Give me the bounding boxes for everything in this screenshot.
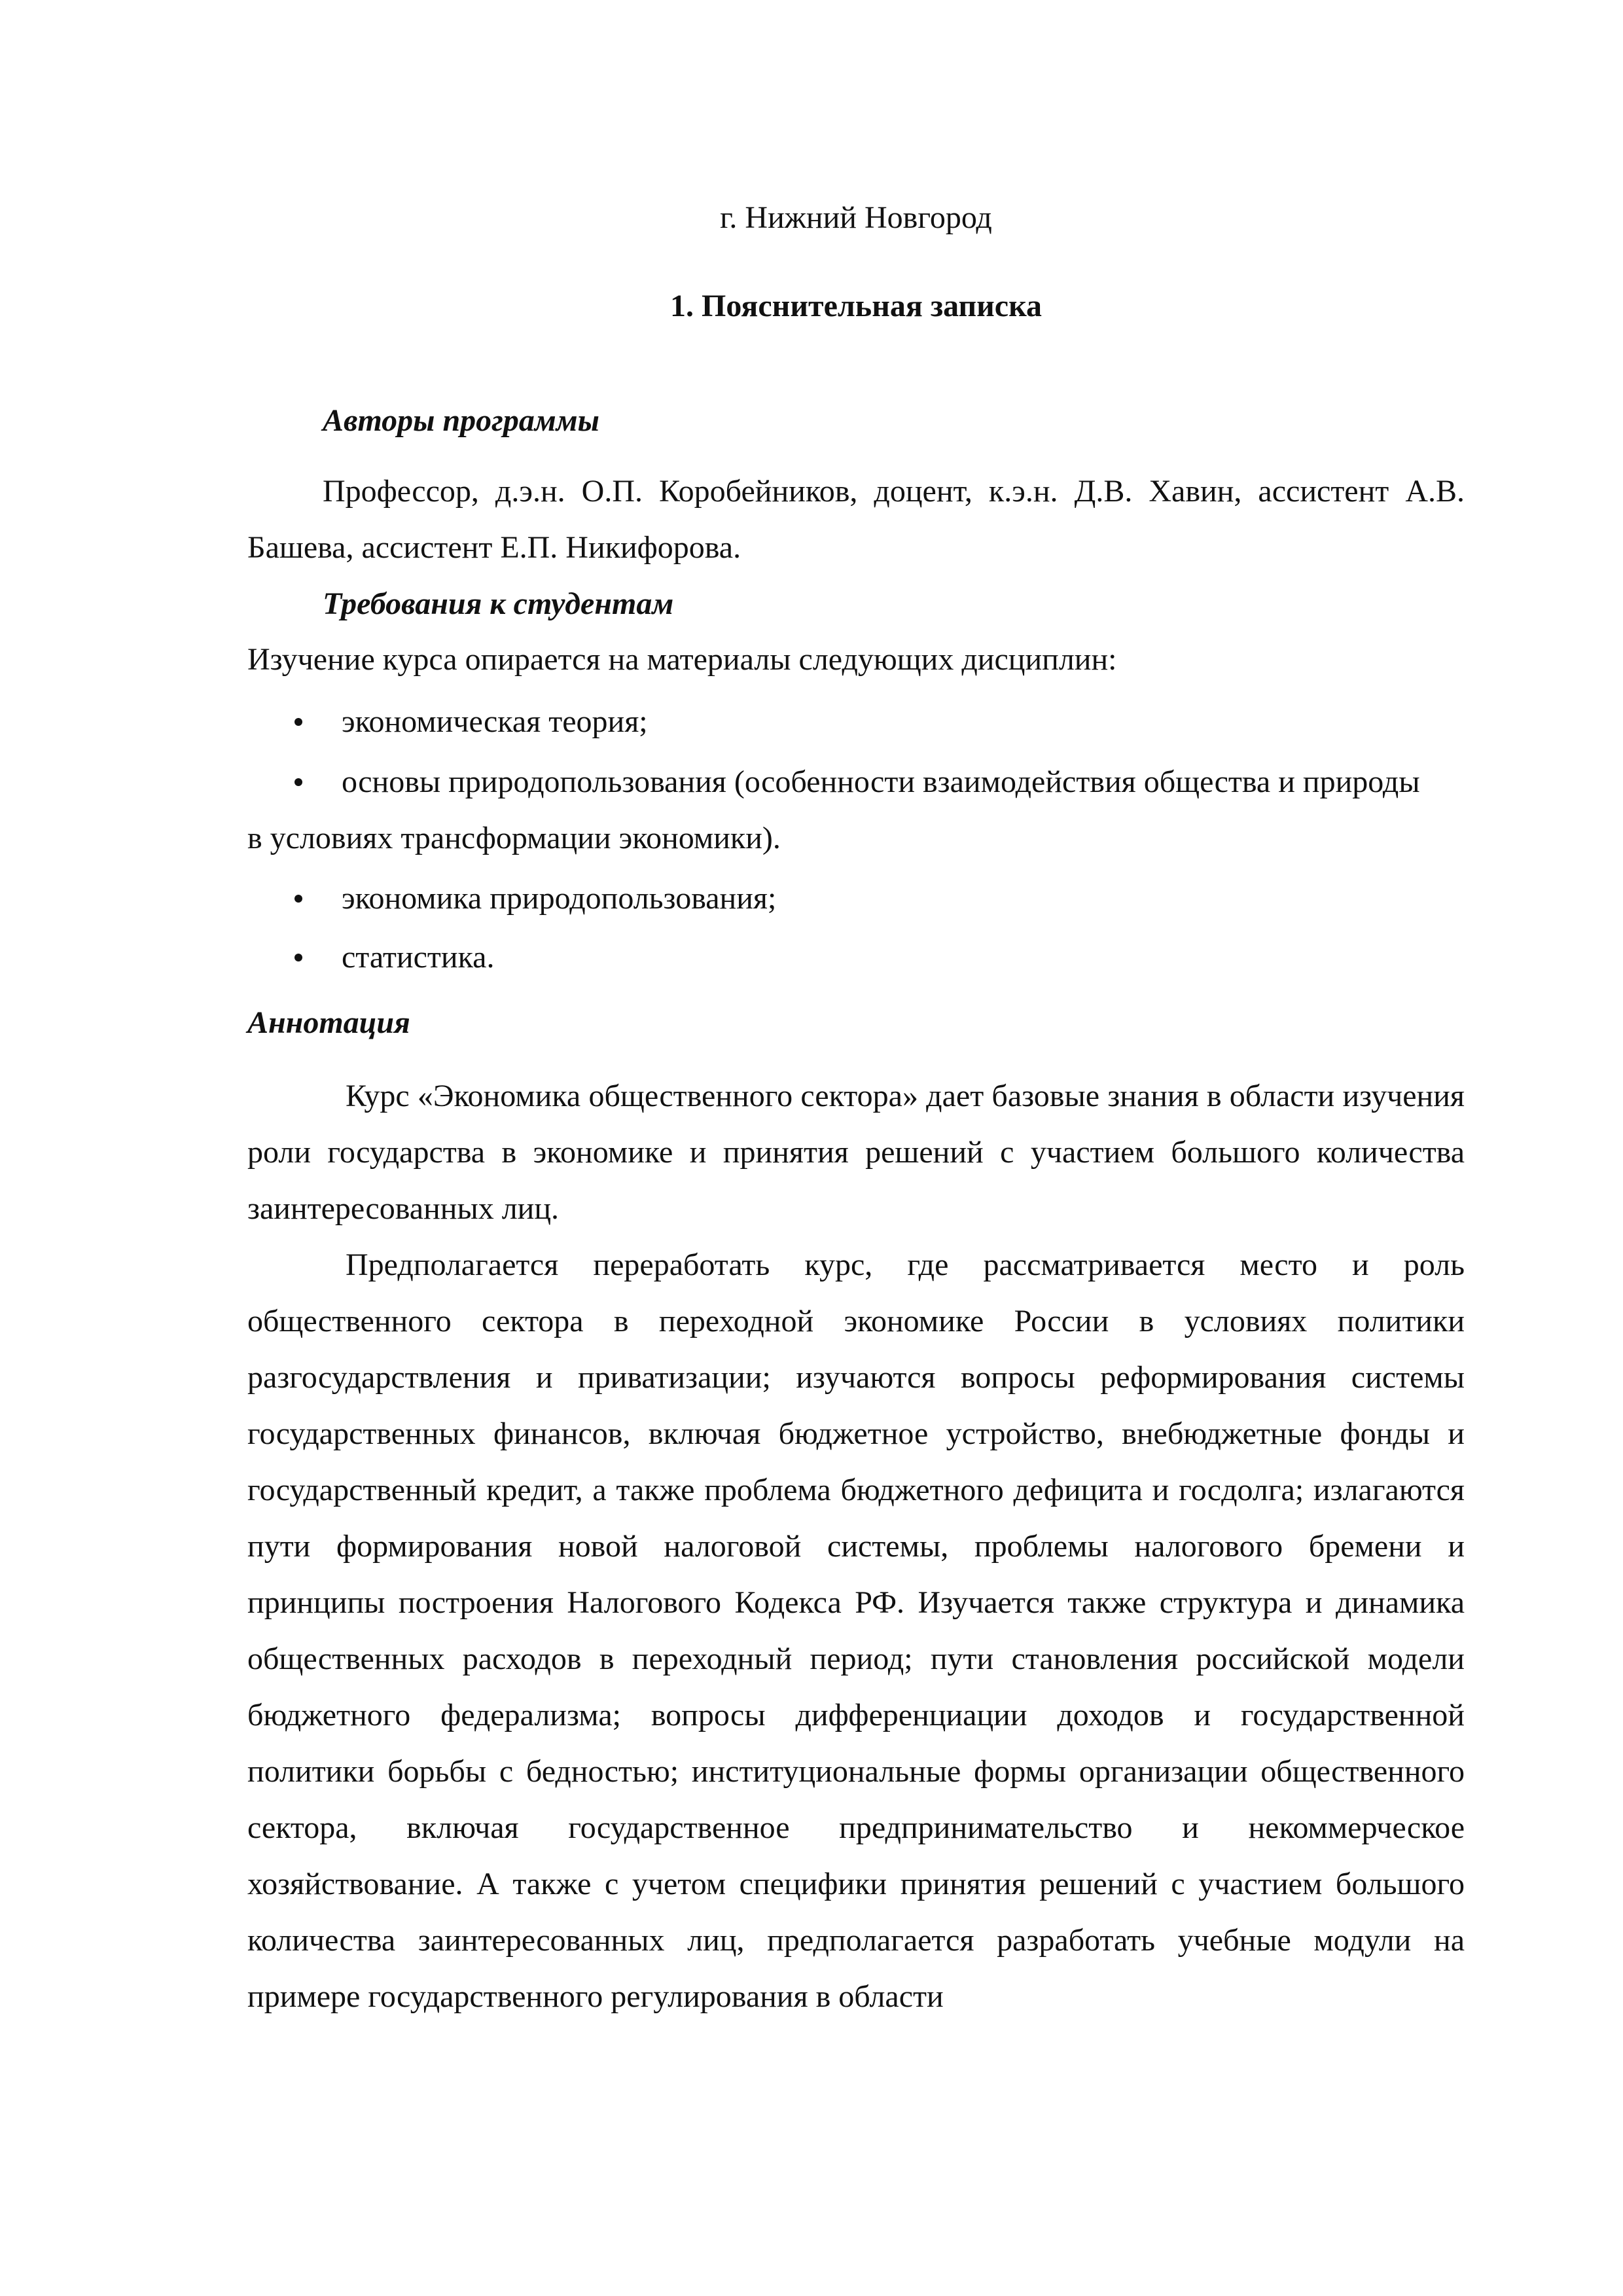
list-item xyxy=(247,870,1465,927)
authors-heading: Авторы программы xyxy=(323,403,599,438)
list-item-text: экономика природопользования; xyxy=(342,881,777,916)
list-item-text: экономическая теория; xyxy=(342,704,648,739)
bullet-icon xyxy=(294,778,302,786)
list-item xyxy=(247,694,1465,750)
list-item-text: основы природопользования (особенности взаимодействия общества и природы xyxy=(342,764,1420,799)
authors-text: Профессор, д.э.н. О.П. Коробейников, доцент, к.э.н. Д.В. Хавин, ассистент А.В. Башева, ассистент Е.П. Никифорова. xyxy=(247,474,1465,565)
annotation-paragraph-1: Курс «Экономика общественного сектора» дает базовые знания в области изучения роли государства в экономике и принятия решений с участием большого количества заинтересованных лиц. xyxy=(247,1079,1465,1226)
requirements-heading: Требования к студентам xyxy=(323,586,674,621)
requirements-intro: Изучение курса опирается на материалы следующих дисциплин: xyxy=(247,642,1117,677)
section-title: 1. Пояснительная записка xyxy=(669,289,1043,323)
bullet-icon xyxy=(294,954,302,961)
annotation-heading: Аннотация xyxy=(247,1005,410,1040)
city-line: г. Нижний Новгород xyxy=(720,200,992,235)
list-item-text: статистика. xyxy=(342,940,495,975)
list-item xyxy=(247,754,1465,810)
bullet-icon xyxy=(294,895,302,903)
list-item-continuation: в условиях трансформации экономики). xyxy=(247,821,781,855)
annotation-paragraph-2: Предполагается переработать курс, где рассматривается место и роль общественного сектора в переходной экономике России в условиях политики разгосударствления и приватизации; изучаются вопросы реформирования системы государственных финансов, включая бюджетное устройство, внебюджетные фонды и государственный кредит, а также проблема бюджетного дефицита и госдолга; излагаются пути формирования новой налоговой системы, проблемы налогового бремени и принципы построения Налогового Кодекса РФ. Изучается также структура и динамика общественных расходов в переходный период; пути становления российской модели бюджетного федерализма; вопросы дифференциации доходов и государственной политики борьбы с бедностью; институциональные формы организации общественного сектора, включая государственное предпринимательство и некоммерческое хозяйствование. А также с учетом специфики принятия решений с участием большого количества заинтересованных лиц, предполагается разработать учебные модули на примере государственного регулирования в области xyxy=(247,1247,1465,2014)
list-item xyxy=(247,929,1465,986)
bullet-icon xyxy=(294,718,302,726)
